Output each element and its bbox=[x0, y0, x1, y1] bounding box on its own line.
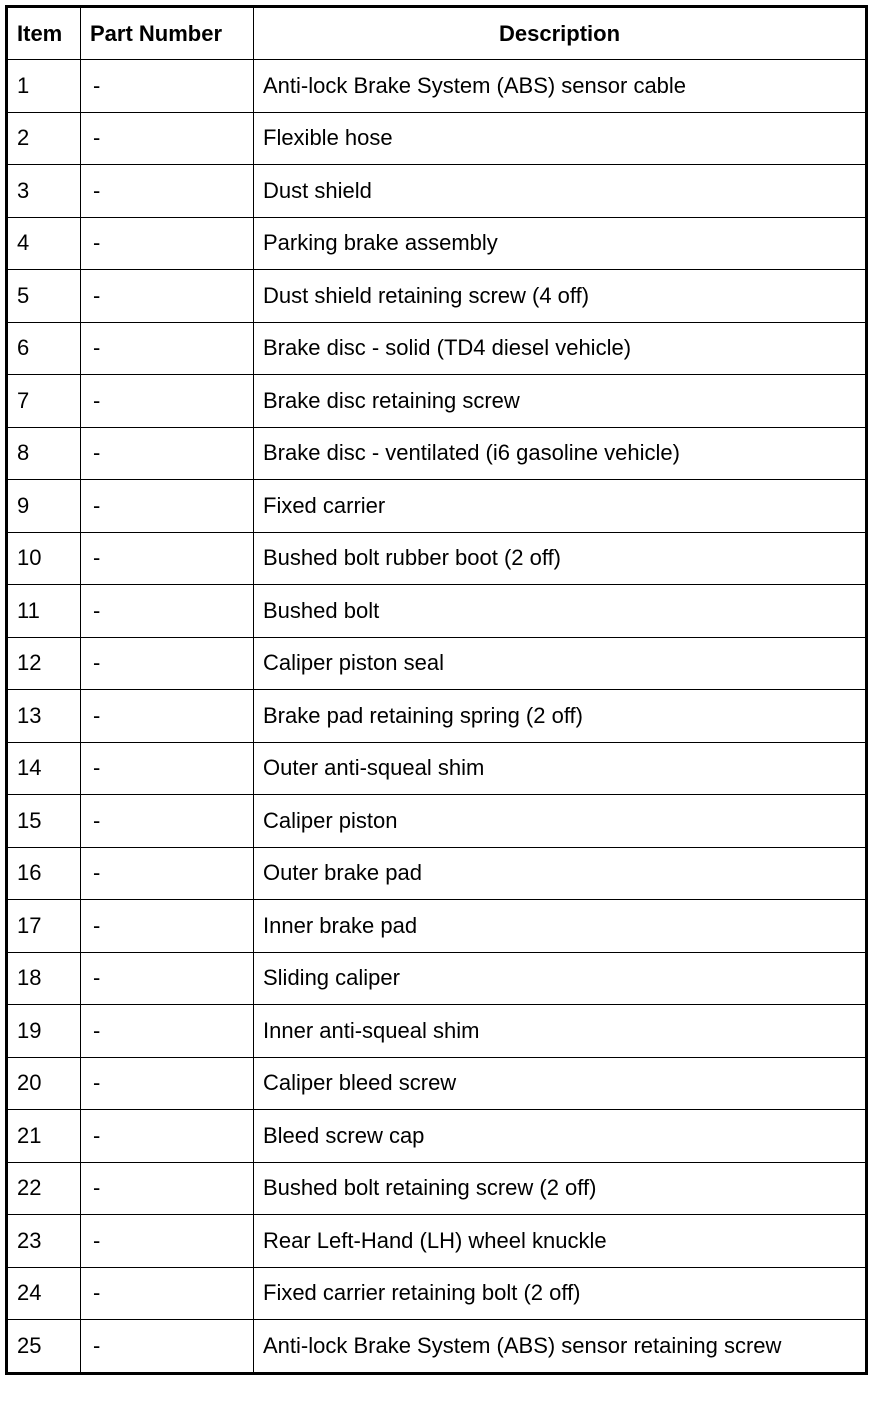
table-row bbox=[7, 427, 867, 480]
cell-description: Fixed carrier bbox=[254, 480, 867, 533]
cell-item: 7 bbox=[7, 375, 81, 428]
cell-part-number: - bbox=[81, 532, 254, 585]
cell-item: 5 bbox=[7, 270, 81, 323]
table-row bbox=[7, 1215, 867, 1268]
table-row bbox=[7, 585, 867, 638]
table-row bbox=[7, 1162, 867, 1215]
table-row bbox=[7, 847, 867, 900]
cell-part-number: - bbox=[81, 1162, 254, 1215]
cell-description: Sliding caliper bbox=[254, 952, 867, 1005]
column-header-description: Description bbox=[254, 7, 867, 60]
cell-part-number: - bbox=[81, 1215, 254, 1268]
cell-part-number: - bbox=[81, 742, 254, 795]
cell-part-number: - bbox=[81, 690, 254, 743]
cell-description: Caliper piston bbox=[254, 795, 867, 848]
cell-part-number: - bbox=[81, 585, 254, 638]
cell-description: Caliper bleed screw bbox=[254, 1057, 867, 1110]
table-row bbox=[7, 375, 867, 428]
cell-part-number: - bbox=[81, 1267, 254, 1320]
cell-part-number: - bbox=[81, 375, 254, 428]
cell-description: Brake pad retaining spring (2 off) bbox=[254, 690, 867, 743]
table-row bbox=[7, 1267, 867, 1320]
cell-part-number: - bbox=[81, 847, 254, 900]
cell-item: 17 bbox=[7, 900, 81, 953]
cell-item: 10 bbox=[7, 532, 81, 585]
table-row bbox=[7, 690, 867, 743]
table-row bbox=[7, 1110, 867, 1163]
table-row bbox=[7, 322, 867, 375]
cell-description: Anti-lock Brake System (ABS) sensor retaining screw bbox=[254, 1320, 867, 1374]
cell-item: 3 bbox=[7, 165, 81, 218]
cell-item: 23 bbox=[7, 1215, 81, 1268]
table-row bbox=[7, 532, 867, 585]
cell-part-number: - bbox=[81, 1057, 254, 1110]
cell-description: Inner anti-squeal shim bbox=[254, 1005, 867, 1058]
parts-table bbox=[5, 5, 868, 1375]
cell-item: 22 bbox=[7, 1162, 81, 1215]
cell-description: Bleed screw cap bbox=[254, 1110, 867, 1163]
cell-description: Caliper piston seal bbox=[254, 637, 867, 690]
cell-item: 4 bbox=[7, 217, 81, 270]
cell-item: 21 bbox=[7, 1110, 81, 1163]
cell-part-number: - bbox=[81, 795, 254, 848]
cell-part-number: - bbox=[81, 637, 254, 690]
cell-part-number: - bbox=[81, 480, 254, 533]
cell-description: Brake disc - solid (TD4 diesel vehicle) bbox=[254, 322, 867, 375]
table-row bbox=[7, 742, 867, 795]
cell-description: Outer brake pad bbox=[254, 847, 867, 900]
cell-part-number: - bbox=[81, 322, 254, 375]
cell-item: 24 bbox=[7, 1267, 81, 1320]
cell-item: 9 bbox=[7, 480, 81, 533]
table-row bbox=[7, 480, 867, 533]
table-row bbox=[7, 900, 867, 953]
cell-part-number: - bbox=[81, 217, 254, 270]
table-row bbox=[7, 165, 867, 218]
header-row bbox=[7, 7, 867, 60]
cell-description: Dust shield retaining screw (4 off) bbox=[254, 270, 867, 323]
cell-part-number: - bbox=[81, 952, 254, 1005]
cell-description: Bushed bolt rubber boot (2 off) bbox=[254, 532, 867, 585]
cell-item: 20 bbox=[7, 1057, 81, 1110]
table-row bbox=[7, 217, 867, 270]
column-header-part-number: Part Number bbox=[81, 7, 254, 60]
cell-item: 13 bbox=[7, 690, 81, 743]
table-row bbox=[7, 60, 867, 113]
cell-part-number: - bbox=[81, 60, 254, 113]
cell-description: Brake disc - ventilated (i6 gasoline vehicle) bbox=[254, 427, 867, 480]
cell-item: 14 bbox=[7, 742, 81, 795]
cell-item: 2 bbox=[7, 112, 81, 165]
table-row bbox=[7, 1320, 867, 1374]
cell-part-number: - bbox=[81, 270, 254, 323]
cell-description: Dust shield bbox=[254, 165, 867, 218]
cell-description: Bushed bolt bbox=[254, 585, 867, 638]
cell-item: 16 bbox=[7, 847, 81, 900]
cell-part-number: - bbox=[81, 1320, 254, 1374]
cell-item: 25 bbox=[7, 1320, 81, 1374]
cell-item: 1 bbox=[7, 60, 81, 113]
cell-part-number: - bbox=[81, 1110, 254, 1163]
table-header bbox=[7, 7, 867, 60]
cell-item: 18 bbox=[7, 952, 81, 1005]
table-body bbox=[7, 60, 867, 1374]
cell-item: 12 bbox=[7, 637, 81, 690]
cell-part-number: - bbox=[81, 427, 254, 480]
cell-description: Brake disc retaining screw bbox=[254, 375, 867, 428]
cell-part-number: - bbox=[81, 112, 254, 165]
table-row bbox=[7, 952, 867, 1005]
cell-description: Fixed carrier retaining bolt (2 off) bbox=[254, 1267, 867, 1320]
cell-item: 19 bbox=[7, 1005, 81, 1058]
cell-description: Parking brake assembly bbox=[254, 217, 867, 270]
cell-description: Bushed bolt retaining screw (2 off) bbox=[254, 1162, 867, 1215]
table-row bbox=[7, 1005, 867, 1058]
table-row bbox=[7, 112, 867, 165]
cell-description: Outer anti-squeal shim bbox=[254, 742, 867, 795]
cell-part-number: - bbox=[81, 1005, 254, 1058]
cell-item: 8 bbox=[7, 427, 81, 480]
cell-part-number: - bbox=[81, 900, 254, 953]
cell-description: Anti-lock Brake System (ABS) sensor cable bbox=[254, 60, 867, 113]
cell-item: 11 bbox=[7, 585, 81, 638]
table-row bbox=[7, 795, 867, 848]
cell-item: 6 bbox=[7, 322, 81, 375]
table-row bbox=[7, 1057, 867, 1110]
cell-description: Rear Left-Hand (LH) wheel knuckle bbox=[254, 1215, 867, 1268]
cell-description: Flexible hose bbox=[254, 112, 867, 165]
table-row bbox=[7, 637, 867, 690]
cell-item: 15 bbox=[7, 795, 81, 848]
table-row bbox=[7, 270, 867, 323]
column-header-item: Item bbox=[7, 7, 81, 60]
cell-description: Inner brake pad bbox=[254, 900, 867, 953]
cell-part-number: - bbox=[81, 165, 254, 218]
